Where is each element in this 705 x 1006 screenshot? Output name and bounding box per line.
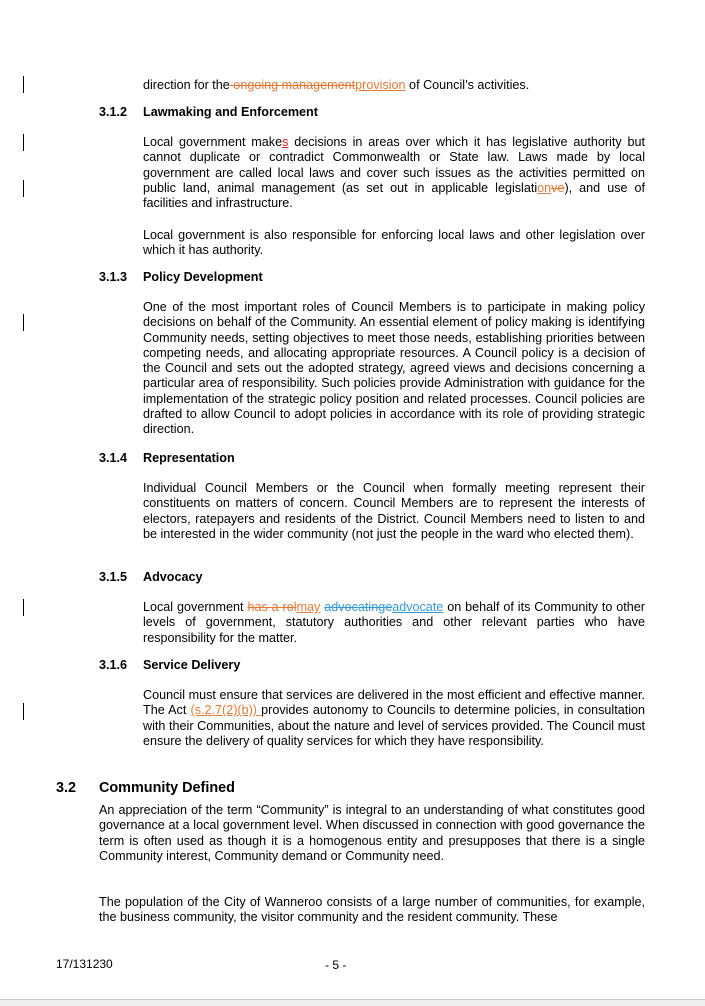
section-number: 3.2 [56, 780, 77, 796]
section-number: 3.1.4 [99, 451, 128, 465]
deleted-text: ongoing management [229, 78, 356, 92]
inserted-text: may [296, 600, 321, 614]
change-bar [23, 314, 24, 331]
change-bar [23, 76, 24, 93]
text-run: One of the most important roles of Council Members is to participate in making policy decisions on behalf of the Community. [143, 300, 645, 330]
section-number: 3.1.2 [99, 105, 128, 119]
continuation-line [143, 78, 645, 93]
change-bar [23, 599, 24, 616]
change-bar [23, 703, 24, 720]
inserted-text: (s.2.7(2)(b)) [190, 703, 262, 718]
deleted-text: advocatinge [324, 600, 393, 614]
text-run: of Council’s activities. [405, 78, 530, 92]
text-run: An essential element of policy making is identifying Community needs, setting objectives to meet those needs, establishing priorities between competing needs, and allocating appropriate resources. A Council policy is a decision of the Council and sets out the adopted strategy, agreed views and decisions concerning a particular area of responsibility. Such policies provide Administration with guidance for the implementation of the strategic policy position and related processes. Council policies are drafted to allow Council to adopt policies in accordance with its role of providing strategic direction. [143, 315, 645, 437]
section-title: Representation [143, 451, 235, 465]
deleted-text: ve [551, 180, 565, 195]
section-number: 3.1.5 [99, 570, 128, 584]
paragraph: The population of the City of Wanneroo consists of a large number of communities, for example, the business community, the visitor community and the resident community. These [99, 895, 645, 925]
section-title: Service Delivery [143, 658, 241, 672]
text-run: on behalf of its Community to other levels of government, statutory authorities and other relevant parties who have responsibility for the matter. [143, 600, 645, 645]
text-run: Council must ensure that services are delivered in the most efficient and effective manner. The Act [143, 688, 645, 718]
page-gap [0, 1000, 705, 1006]
change-bar [23, 134, 24, 151]
section-number: 3.1.3 [99, 270, 128, 284]
section-title: Policy Development [143, 270, 263, 284]
text-run: provides autonomy to Councils to determine policies, in consultation with their Communities, about the nature and level of services provided. The Council must ensure the delivery of quality services for which they have responsibility. [143, 703, 646, 748]
inserted-text: s [282, 135, 289, 149]
section-title: Advocacy [143, 570, 203, 584]
text-run: decisions in areas over which it has legislative authority but cannot duplicate or contradict Commonwealth or State law. Laws made by local government are called local laws and cover such issues as the activities permitted on public land, animal management (as set out in applicable legislati [143, 135, 645, 195]
text-run: Local government make [143, 135, 283, 149]
inserted-text: provision [355, 78, 406, 92]
text-run: direction for the [143, 78, 230, 92]
inserted-text: on [537, 180, 552, 195]
text-run: Local government [143, 600, 248, 614]
section-title: Community Defined [99, 780, 235, 796]
paragraph: Individual Council Members or the Council when formally meeting represent their constituents on matters of concern. Council Members are to represent the interests of electors, ratepayers and residents of the District. Council Members need to listen to and be interested in the wider community (not just the people in the ward who elected them). [143, 481, 645, 541]
inserted-text: advocate [392, 600, 444, 614]
change-bar [23, 180, 24, 197]
text-run: ), and use of facilities and infrastructure. [143, 180, 645, 211]
page-number: - 5 - [325, 958, 347, 972]
paragraph [143, 688, 645, 749]
paragraph [143, 600, 645, 646]
section-title: Lawmaking and Enforcement [143, 105, 318, 119]
paragraph: An appreciation of the term “Community” is integral to an understanding of what constitutes good governance at a local government level. When discussed in connection with good governance the term is often used as though it is a homogenous entity and presupposes that there is a single Community interest, Community demand or Community need. [99, 803, 645, 863]
document-reference: 17/131230 [56, 957, 113, 971]
paragraph [143, 300, 645, 438]
paragraph: Local government is also responsible for enforcing local laws and other legislation over which it has authority. [143, 228, 645, 258]
deleted-text: has a rol [247, 600, 297, 614]
paragraph [143, 135, 645, 211]
section-number: 3.1.6 [99, 658, 128, 672]
